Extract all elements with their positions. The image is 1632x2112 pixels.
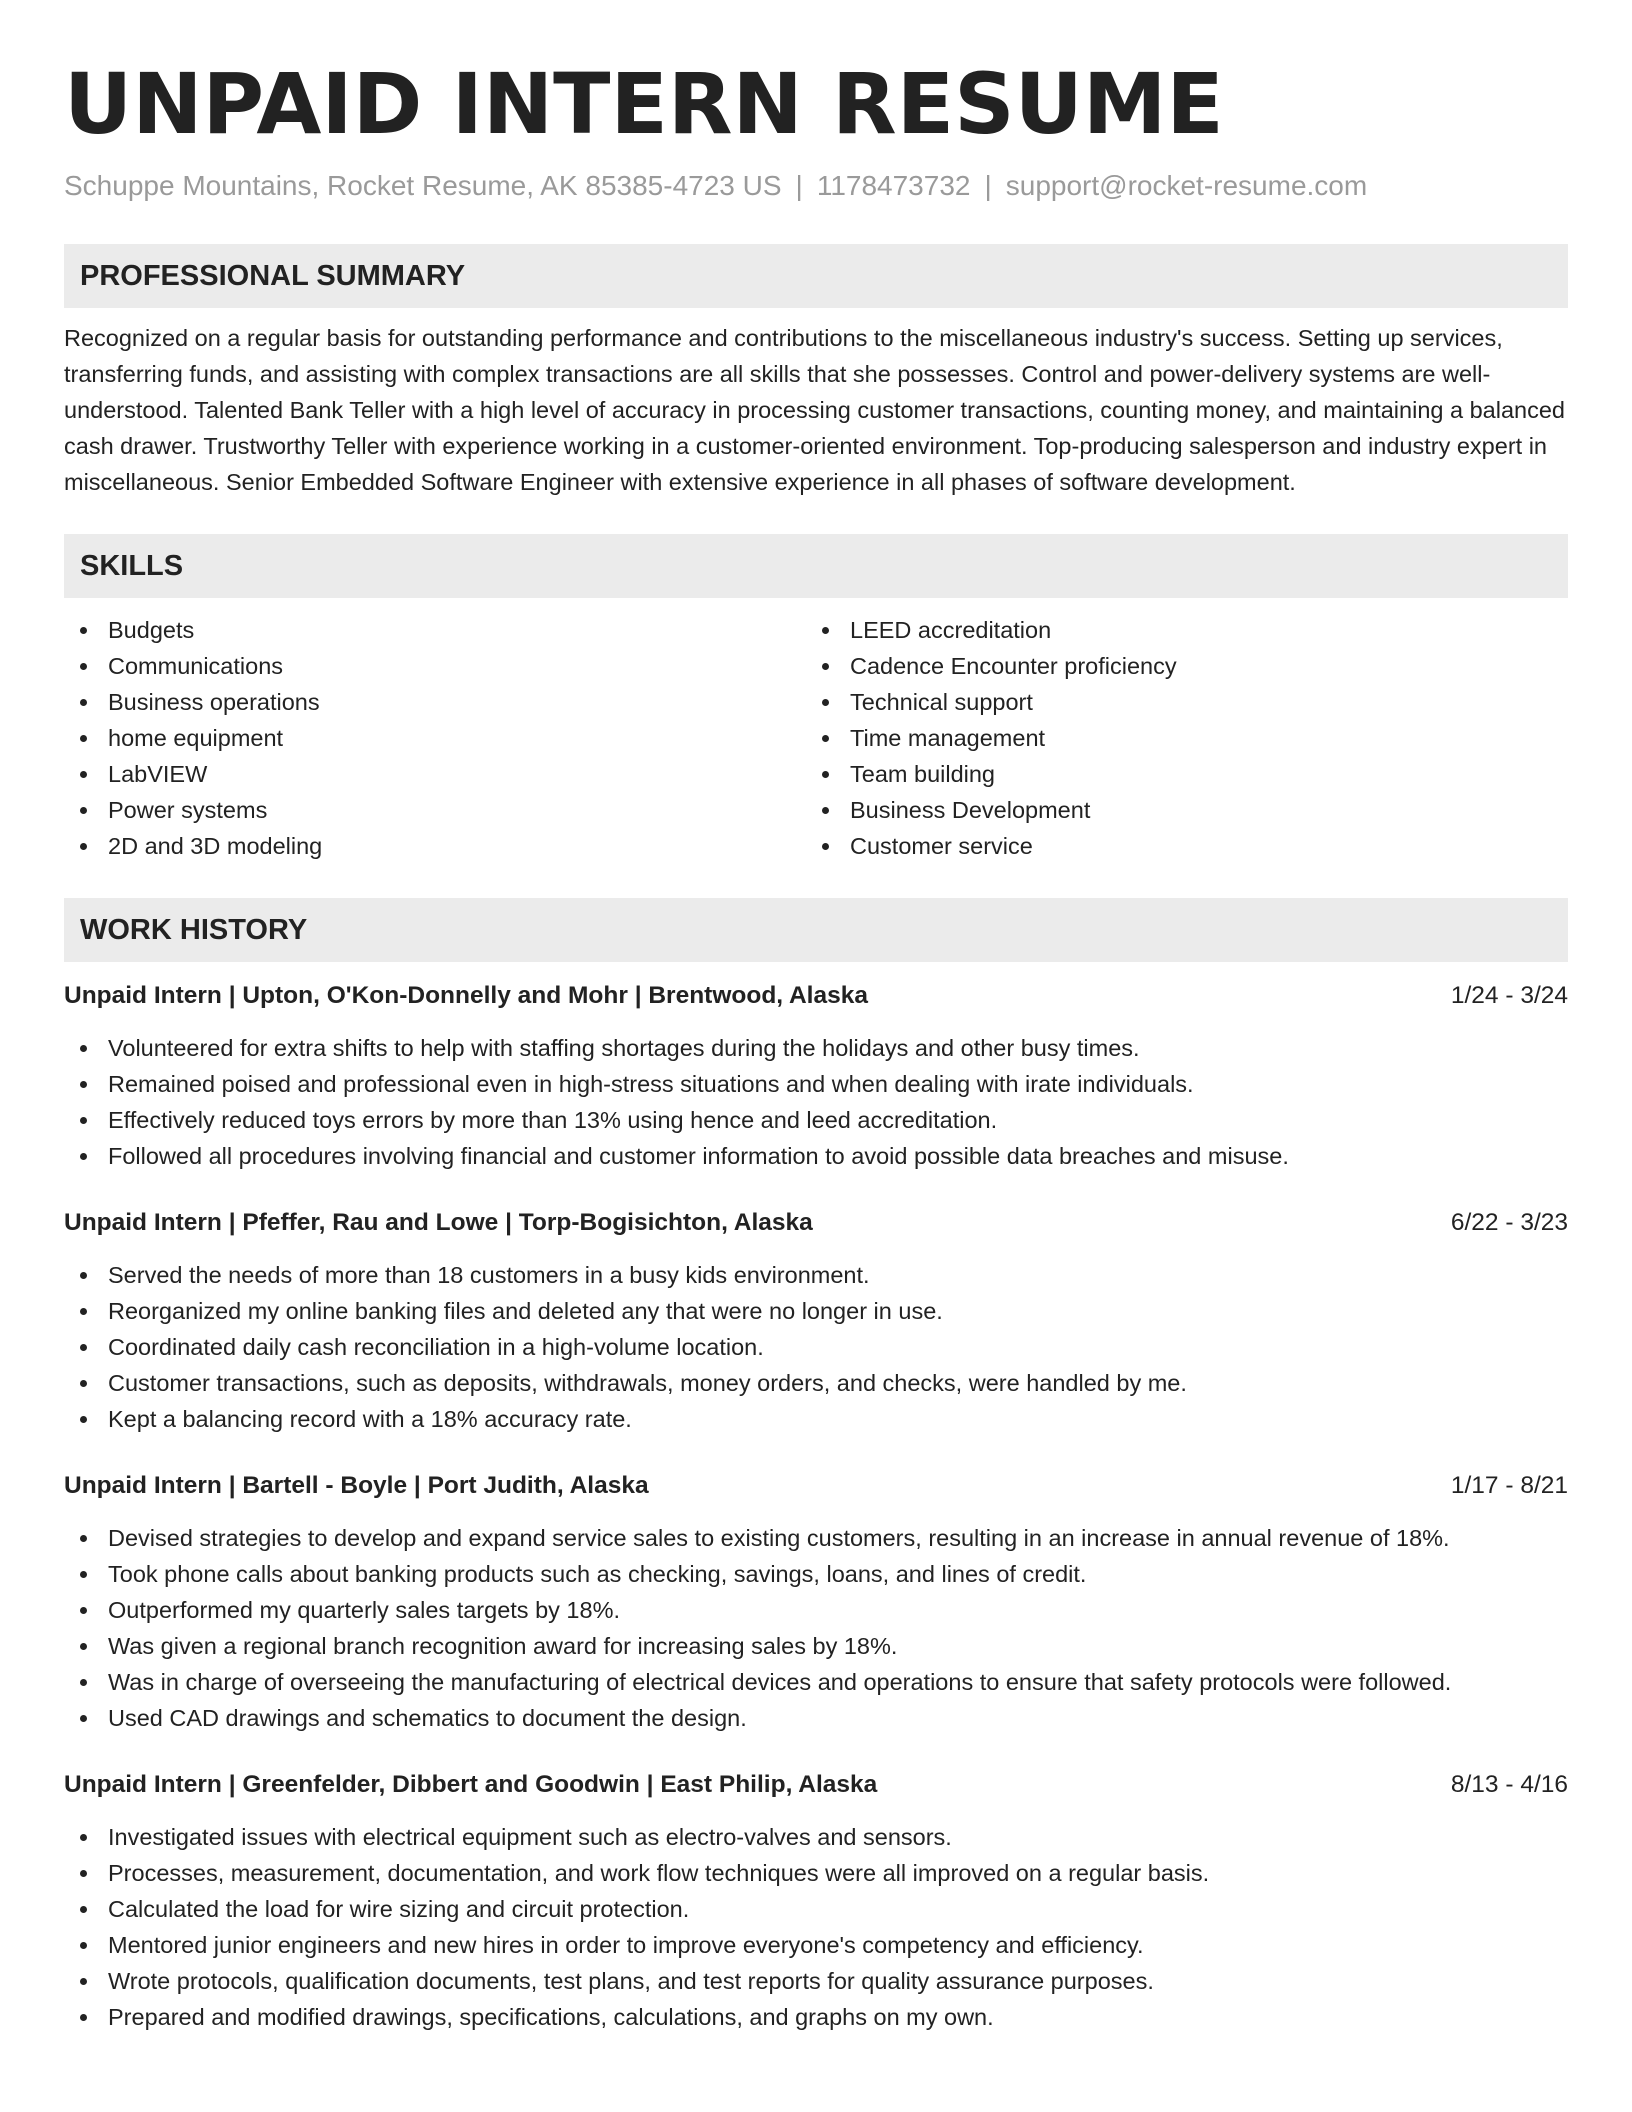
job-entry (64, 1767, 1568, 2035)
job-entry (64, 978, 1568, 1174)
job-bullet: Wrote protocols, qualification documents, test plans, and test reports for quality assurance purposes. (64, 1963, 1568, 1999)
job-entry (64, 1205, 1568, 1437)
job-title: Unpaid Intern | Pfeffer, Rau and Lowe | Torp-Bogisichton, Alaska (64, 1209, 813, 1236)
job-bullet: Volunteered for extra shifts to help with staffing shortages during the holidays and other busy times. (64, 1030, 1568, 1066)
skill-item: Customer service (806, 828, 1548, 864)
job-title: Unpaid Intern | Greenfelder, Dibbert and Goodwin | East Philip, Alaska (64, 1771, 878, 1798)
skill-item: Budgets (64, 612, 806, 648)
job-header (64, 1205, 1568, 1241)
job-bullet: Took phone calls about banking products such as checking, savings, loans, and lines of credit. (64, 1556, 1568, 1592)
contact-line (64, 168, 1568, 204)
section-header-summary: PROFESSIONAL SUMMARY (64, 244, 1568, 308)
job-bullet: Kept a balancing record with a 18% accuracy rate. (64, 1401, 1568, 1437)
summary-text: Recognized on a regular basis for outstanding performance and contributions to the miscellaneous industry's success. Setting up services, transferring funds, and assisting with complex transactions are all skills that she possesses. Control and power-delivery systems are well-understood. Talented Bank Teller with a high level of accuracy in processing customer transactions, counting money, and maintaining a balanced cash drawer. Trustworthy Teller with experience working in a customer-oriented environment. Top-producing salesperson and industry expert in miscellaneous. Senior Embedded Software Engineer with extensive experience in all phases of software development. (64, 325, 1565, 495)
skill-item: Team building (806, 756, 1548, 792)
contact-address: Schuppe Mountains, Rocket Resume, AK 85385-4723 US (64, 170, 782, 201)
contact-email: support@rocket-resume.com (1005, 170, 1368, 201)
job-bullet: Was given a regional branch recognition award for increasing sales by 18%. (64, 1628, 1568, 1664)
job-dates: 8/13 - 4/16 (1450, 1771, 1568, 1798)
skill-item: Time management (806, 720, 1548, 756)
skill-item: Technical support (806, 684, 1548, 720)
job-bullets (64, 1257, 1568, 1437)
job-bullet: Followed all procedures involving financial and customer information to avoid possible data breaches and misuse. (64, 1138, 1568, 1174)
skill-item: Power systems (64, 792, 806, 828)
skill-item: home equipment (64, 720, 806, 756)
job-title: Unpaid Intern | Bartell - Boyle | Port Judith, Alaska (64, 1472, 649, 1499)
job-header (64, 1767, 1568, 1803)
skills-column-left (64, 612, 806, 864)
skill-item: Business operations (64, 684, 806, 720)
job-bullet: Devised strategies to develop and expand service sales to existing customers, resulting in an increase in annual revenue of 18%. (64, 1520, 1568, 1556)
job-header (64, 978, 1568, 1014)
contact-separator: | (984, 170, 992, 201)
job-dates: 1/17 - 8/21 (1450, 1472, 1568, 1499)
job-bullet: Coordinated daily cash reconciliation in a high-volume location. (64, 1329, 1568, 1365)
job-bullet: Remained poised and professional even in high-stress situations and when dealing with irate individuals. (64, 1066, 1568, 1102)
job-bullet: Used CAD drawings and schematics to document the design. (64, 1700, 1568, 1736)
job-entry (64, 1468, 1568, 1736)
skill-item: LEED accreditation (806, 612, 1548, 648)
job-bullet: Customer transactions, such as deposits, withdrawals, money orders, and checks, were handled by me. (64, 1365, 1568, 1401)
skill-item: LabVIEW (64, 756, 806, 792)
section-header-skills: SKILLS (64, 534, 1568, 598)
job-bullets (64, 1030, 1568, 1174)
skills-column-right (806, 612, 1548, 864)
job-bullets (64, 1520, 1568, 1736)
skill-item: Cadence Encounter proficiency (806, 648, 1548, 684)
job-bullet: Outperformed my quarterly sales targets by 18%. (64, 1592, 1568, 1628)
resume-title: UNPAID INTERN RESUME (64, 55, 1224, 153)
job-dates: 1/24 - 3/24 (1450, 982, 1568, 1009)
job-header (64, 1468, 1568, 1504)
job-bullets (64, 1819, 1568, 2035)
job-bullet: Effectively reduced toys errors by more than 13% using hence and leed accreditation. (64, 1102, 1568, 1138)
job-bullet: Reorganized my online banking files and deleted any that were no longer in use. (64, 1293, 1568, 1329)
contact-phone: 1178473732 (816, 170, 971, 201)
skills-list (64, 612, 1568, 864)
job-bullet: Was in charge of overseeing the manufacturing of electrical devices and operations to ensure that safety protocols were followed. (64, 1664, 1568, 1700)
skill-item: Business Development (806, 792, 1548, 828)
skill-item: Communications (64, 648, 806, 684)
job-title: Unpaid Intern | Upton, O'Kon-Donnelly and Mohr | Brentwood, Alaska (64, 982, 868, 1009)
job-bullet: Investigated issues with electrical equipment such as electro-valves and sensors. (64, 1819, 1568, 1855)
job-bullet: Calculated the load for wire sizing and circuit protection. (64, 1891, 1568, 1927)
job-bullet: Served the needs of more than 18 customers in a busy kids environment. (64, 1257, 1568, 1293)
job-bullet: Processes, measurement, documentation, and work flow techniques were all improved on a regular basis. (64, 1855, 1568, 1891)
section-header-work-history: WORK HISTORY (64, 898, 1568, 962)
job-dates: 6/22 - 3/23 (1450, 1209, 1568, 1236)
job-bullet: Prepared and modified drawings, specifications, calculations, and graphs on my own. (64, 1999, 1568, 2035)
skill-item: 2D and 3D modeling (64, 828, 806, 864)
contact-separator: | (795, 170, 803, 201)
job-bullet: Mentored junior engineers and new hires in order to improve everyone's competency and efficiency. (64, 1927, 1568, 1963)
